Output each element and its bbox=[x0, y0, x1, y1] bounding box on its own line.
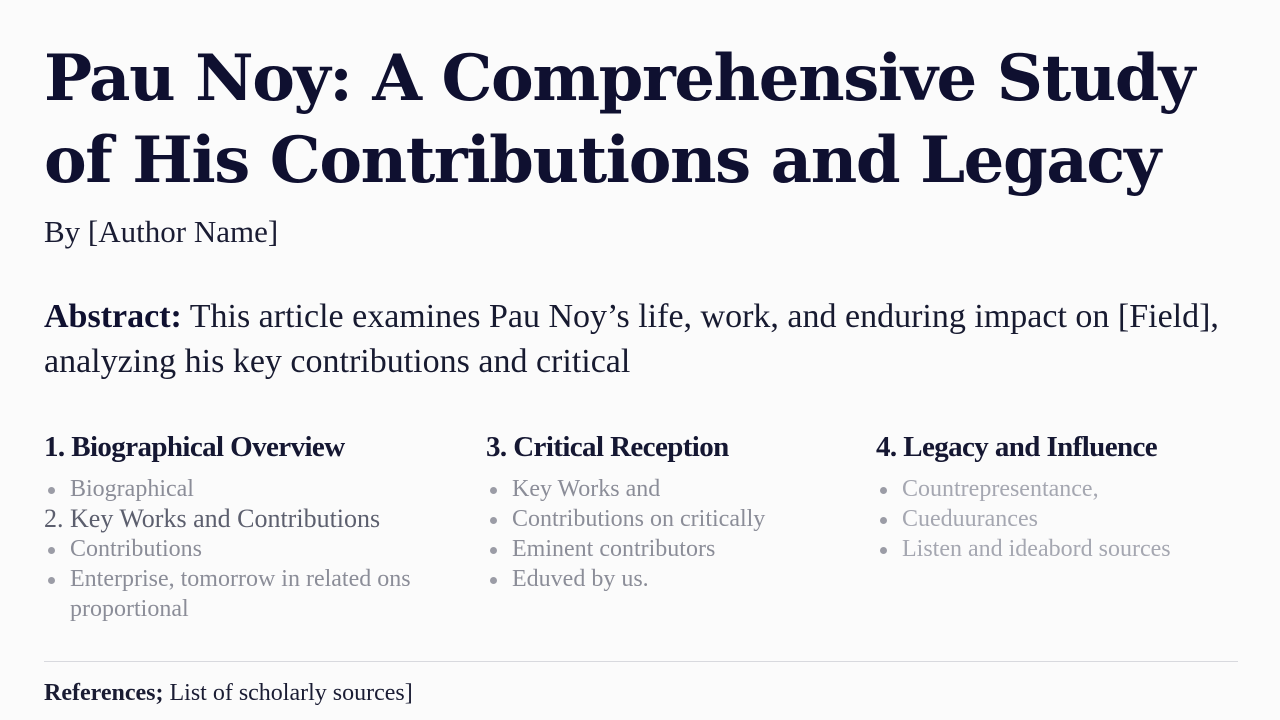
list-item: Enterprise, tomorrow in related ons proportional bbox=[44, 564, 464, 624]
section-list bbox=[44, 474, 464, 624]
divider bbox=[44, 661, 1238, 662]
section-list bbox=[876, 474, 1256, 564]
list-item: Eminent contributors bbox=[486, 534, 866, 564]
list-item: Contributions on critically bbox=[486, 504, 866, 534]
abstract-text: This article examines Pau Noy’s life, work, and enduring impact on [Field], analyzing his key contributions and critical bbox=[44, 298, 1219, 380]
section-critical-reception bbox=[486, 428, 866, 594]
list-item: Cueduurances bbox=[876, 504, 1256, 534]
list-item: Contributions bbox=[44, 534, 464, 564]
list-item-numbered: 2. Key Works and Contributions bbox=[44, 504, 381, 533]
section-heading: 4. Legacy and Influence bbox=[876, 431, 1158, 463]
section-list bbox=[486, 474, 866, 594]
list-item: Key Works and bbox=[486, 474, 866, 504]
section-heading: 3. Critical Reception bbox=[486, 431, 729, 463]
references bbox=[44, 680, 413, 707]
abstract-label: Abstract: bbox=[44, 298, 182, 335]
article-title: Pau Noy: A Comprehensive Study of His Contributions and Legacy bbox=[44, 41, 1195, 198]
section-biographical-overview bbox=[44, 428, 464, 624]
list-item: Listen and ideabord sources bbox=[876, 534, 1256, 564]
references-text: List of scholarly sources] bbox=[163, 680, 413, 706]
section-heading: 1. Biographical Overview bbox=[44, 431, 345, 463]
abstract bbox=[44, 294, 1234, 384]
list-item: Countrepresentance, bbox=[876, 474, 1256, 504]
list-item: Eduved by us. bbox=[486, 564, 866, 594]
list-item: Biographical bbox=[44, 474, 464, 504]
references-label: References; bbox=[44, 680, 164, 706]
author-byline: By [Author Name] bbox=[44, 214, 279, 249]
section-legacy-and-influence bbox=[876, 428, 1256, 564]
